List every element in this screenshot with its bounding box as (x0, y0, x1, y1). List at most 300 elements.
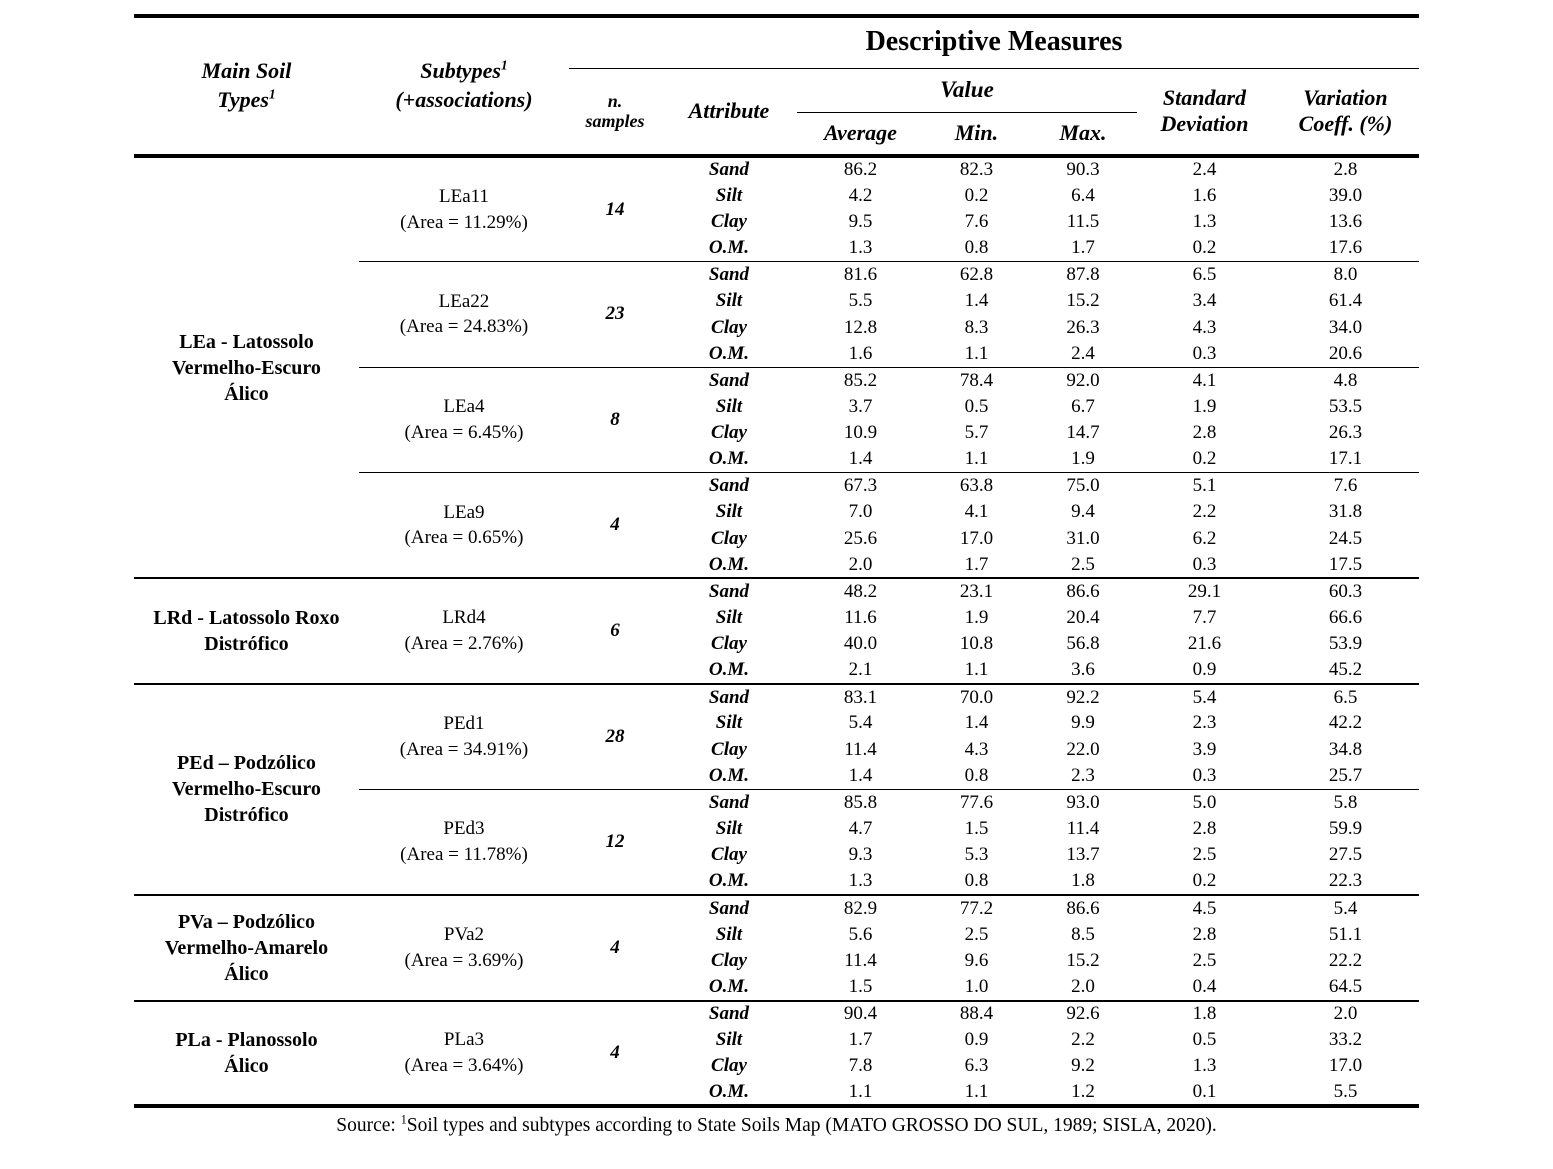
std-deviation-cell: 4.1 (1137, 367, 1272, 393)
main-soil-type-cell (134, 578, 359, 684)
std-deviation-cell: 2.2 (1192, 501, 1217, 523)
main-soil-type-cell (134, 684, 359, 895)
variation-coeff-cell: 5.4 (1272, 895, 1419, 921)
std-deviation-cell: 4.3 (1192, 316, 1217, 338)
average-cell: 4.2 (848, 184, 873, 206)
max-cell: 93.0 (1029, 789, 1137, 815)
variation-coeff-cell: 25.7 (1328, 764, 1363, 786)
variation-coeff-cell: 34.0 (1328, 316, 1363, 338)
attribute-cell: Clay (711, 422, 747, 444)
max-cell: 6.4 (1071, 184, 1095, 206)
min-cell: 0.8 (964, 237, 989, 259)
average-cell: 5.5 (848, 290, 873, 312)
std-deviation-cell: 21.6 (1187, 633, 1222, 655)
n-samples-cell: 4 (569, 895, 661, 1001)
std-deviation-cell: 6.5 (1137, 262, 1272, 288)
std-deviation-cell: 2.4 (1137, 156, 1272, 182)
source-label: Source: (336, 1115, 401, 1137)
min-cell: 0.5 (964, 395, 989, 417)
max-cell: 20.4 (1066, 606, 1100, 628)
max-cell: 13.7 (1066, 844, 1100, 866)
subtype-area: (Area = 34.91%) (399, 738, 529, 760)
min-cell: 62.8 (924, 262, 1029, 288)
attribute-row (134, 895, 1419, 921)
footnote-marker: 1 (500, 58, 508, 74)
average-cell: 1.1 (848, 1080, 873, 1102)
footnote-marker: 1 (268, 86, 276, 102)
max-cell: 87.8 (1029, 262, 1137, 288)
attribute-cell: O.M. (708, 553, 750, 575)
subtype-cell (359, 895, 569, 1001)
n-samples-cell: 28 (569, 684, 661, 790)
attribute-row (134, 1001, 1419, 1027)
variation-coeff-cell: 13.6 (1328, 210, 1363, 232)
attribute-cell: Silt (715, 290, 743, 312)
attribute-cell: Clay (711, 844, 747, 866)
subtype-name: PEd1 (443, 713, 485, 735)
main-soil-type-line: Vermelho-Escuro (172, 778, 321, 801)
average-cell: 85.2 (797, 367, 924, 393)
average-cell: 85.8 (797, 789, 924, 815)
variation-coeff-cell: 20.6 (1328, 342, 1363, 364)
max-cell: 3.6 (1071, 659, 1095, 681)
subtype-area: (Area = 2.76%) (404, 633, 524, 655)
main-soil-type-cell (134, 895, 359, 1001)
variation-coeff-cell: 66.6 (1328, 606, 1363, 628)
min-cell: 0.8 (964, 764, 989, 786)
std-deviation-cell: 0.5 (1192, 1029, 1217, 1051)
std-deviation-cell: 4.5 (1137, 895, 1272, 921)
col-header-attribute: Attribute (661, 68, 797, 156)
min-cell: 70.0 (924, 684, 1029, 710)
min-cell: 0.8 (964, 870, 989, 892)
max-cell: 92.2 (1029, 684, 1137, 710)
col-header-n-samples (569, 68, 661, 156)
average-cell: 48.2 (797, 578, 924, 604)
min-cell: 1.0 (964, 975, 989, 997)
variation-coeff-cell: 22.2 (1328, 949, 1363, 971)
subtype-cell (359, 578, 569, 684)
attribute-cell: O.M. (708, 237, 750, 259)
min-cell: 17.0 (959, 527, 994, 549)
col-header-variation-coeff (1272, 68, 1419, 156)
max-cell: 2.4 (1071, 342, 1095, 364)
max-cell: 92.6 (1029, 1001, 1137, 1027)
average-cell: 11.4 (844, 738, 877, 760)
average-cell: 86.2 (797, 156, 924, 182)
variation-coeff-cell: 17.6 (1328, 237, 1363, 259)
max-cell: 1.7 (1071, 237, 1095, 259)
average-cell: 90.4 (797, 1001, 924, 1027)
max-cell: 9.9 (1071, 712, 1095, 734)
max-cell: 26.3 (1066, 316, 1100, 338)
min-cell: 77.6 (924, 789, 1029, 815)
max-cell: 1.2 (1071, 1080, 1095, 1102)
std-deviation-cell: 5.0 (1137, 789, 1272, 815)
max-cell: 8.5 (1071, 923, 1095, 945)
variation-coeff-cell: 45.2 (1328, 659, 1363, 681)
average-cell: 40.0 (843, 633, 878, 655)
subtype-area: (Area = 24.83%) (399, 316, 529, 338)
average-cell: 82.9 (797, 895, 924, 921)
min-cell: 63.8 (924, 473, 1029, 499)
std-deviation-cell: 0.3 (1192, 764, 1217, 786)
std-deviation-cell: 2.3 (1192, 712, 1217, 734)
subtype-name: LEa4 (443, 396, 485, 418)
main-soil-type-cell (134, 1001, 359, 1107)
std-deviation-cell: 7.7 (1192, 606, 1217, 628)
main-soil-type-line: PVa – Podzólico (177, 910, 315, 933)
std-deviation-cell: 0.2 (1192, 870, 1217, 892)
average-cell: 4.7 (848, 817, 873, 839)
std-deviation-cell: 1.3 (1192, 1055, 1217, 1077)
header-line: Types$^1$ (217, 86, 276, 112)
attribute-cell: Clay (711, 210, 747, 232)
std-deviation-cell: 2.8 (1192, 817, 1217, 839)
col-header-main-soil-types (134, 16, 359, 156)
main-soil-type-cell (134, 156, 359, 578)
variation-coeff-cell: 2.8 (1272, 156, 1419, 182)
max-cell: 90.3 (1029, 156, 1137, 182)
min-cell: 1.5 (964, 817, 989, 839)
std-deviation-cell: 2.5 (1192, 844, 1217, 866)
min-cell: 9.6 (964, 949, 989, 971)
variation-coeff-cell: 17.1 (1328, 448, 1363, 470)
min-cell: 4.1 (964, 501, 989, 523)
main-soil-type-line: LRd - Latossolo Roxo (153, 607, 340, 630)
average-cell: 2.1 (848, 659, 873, 681)
min-cell: 1.4 (964, 712, 989, 734)
min-cell: 1.1 (964, 1080, 989, 1102)
average-cell: 1.3 (848, 870, 873, 892)
n-samples-cell: 14 (569, 156, 661, 262)
attribute-cell: O.M. (708, 659, 750, 681)
subtype-area: (Area = 11.29%) (400, 211, 528, 233)
subtype-name: PEd3 (443, 818, 485, 840)
max-cell: 2.0 (1071, 975, 1095, 997)
average-cell: 12.8 (843, 316, 878, 338)
main-soil-type-line: Álico (224, 962, 269, 985)
min-cell: 1.1 (964, 342, 989, 364)
attribute-cell: O.M. (708, 448, 750, 470)
attribute-cell: Silt (715, 817, 743, 839)
n-samples-cell: 23 (569, 262, 661, 368)
header-line: Subtypes$^1$ (420, 58, 508, 84)
subtype-name: LEa9 (443, 501, 485, 523)
average-cell: 7.8 (848, 1055, 873, 1077)
max-cell: 11.5 (1066, 210, 1100, 232)
max-cell: 75.0 (1029, 473, 1137, 499)
std-deviation-cell: 3.4 (1192, 290, 1217, 312)
average-cell: 9.5 (848, 210, 873, 232)
header-line: Coeff. (%) (1298, 111, 1393, 137)
min-cell: 4.3 (964, 738, 989, 760)
std-deviation-cell: 2.8 (1192, 422, 1217, 444)
attribute-row (134, 684, 1419, 710)
average-cell: 1.4 (848, 448, 873, 470)
max-cell: 2.3 (1071, 764, 1095, 786)
average-cell: 1.3 (848, 237, 873, 259)
attribute-cell: O.M. (708, 764, 750, 786)
attribute-cell: Clay (711, 527, 747, 549)
attribute-cell: Silt (715, 712, 743, 734)
max-cell: 86.6 (1029, 895, 1137, 921)
max-cell: 31.0 (1066, 527, 1100, 549)
attribute-cell: Silt (715, 606, 743, 628)
average-cell: 1.4 (848, 764, 873, 786)
main-soil-type-line: Distrófico (204, 804, 289, 827)
col-header-average: Average (797, 112, 924, 156)
subtype-cell (359, 789, 569, 895)
variation-coeff-cell: 26.3 (1328, 422, 1363, 444)
variation-coeff-cell: 17.0 (1328, 1055, 1363, 1077)
col-header-value: Value (797, 68, 1137, 112)
attribute-cell: O.M. (708, 870, 750, 892)
average-cell: 5.4 (848, 712, 873, 734)
average-cell: 7.0 (848, 501, 873, 523)
min-cell: 23.1 (924, 578, 1029, 604)
subtype-area: (Area = 6.45%) (404, 421, 524, 443)
subtype-name: LEa11 (438, 185, 489, 207)
min-cell: 5.7 (964, 422, 989, 444)
max-cell: 2.5 (1071, 553, 1095, 575)
attribute-cell: O.M. (708, 342, 750, 364)
max-cell: 15.2 (1066, 290, 1100, 312)
attribute-cell: Clay (711, 738, 747, 760)
average-cell: 9.3 (848, 844, 873, 866)
subtype-area: (Area = 0.65%) (404, 527, 524, 549)
variation-coeff-cell: 27.5 (1328, 844, 1363, 866)
attribute-cell: Silt (715, 923, 743, 945)
header-line: Standard (1162, 84, 1247, 110)
min-cell: 0.9 (964, 1029, 989, 1051)
variation-coeff-cell: 53.5 (1328, 395, 1363, 417)
attribute-cell: Silt (715, 1029, 743, 1051)
max-cell: 56.8 (1066, 633, 1100, 655)
average-cell: 3.7 (848, 395, 873, 417)
attribute-cell: Silt (715, 395, 743, 417)
average-cell: 11.6 (844, 606, 877, 628)
variation-coeff-cell: 59.9 (1328, 817, 1363, 839)
attribute-cell: Sand (661, 1001, 797, 1027)
source-note (134, 1112, 1419, 1137)
std-deviation-cell: 0.9 (1192, 659, 1217, 681)
std-deviation-cell: 29.1 (1137, 578, 1272, 604)
attribute-row (134, 156, 1419, 182)
n-samples-cell: 12 (569, 789, 661, 895)
min-cell: 10.8 (959, 633, 994, 655)
variation-coeff-cell: 17.5 (1328, 553, 1363, 575)
attribute-cell: Sand (661, 367, 797, 393)
variation-coeff-cell: 6.5 (1272, 684, 1419, 710)
subtype-cell (359, 684, 569, 790)
max-cell: 2.2 (1071, 1029, 1095, 1051)
main-soil-type-line: Vermelho-Amarelo (164, 936, 329, 959)
std-deviation-cell: 6.2 (1192, 527, 1217, 549)
std-deviation-cell: 0.3 (1192, 553, 1217, 575)
min-cell: 6.3 (964, 1055, 989, 1077)
footnote-marker: 1 (400, 1112, 407, 1127)
max-cell: 86.6 (1029, 578, 1137, 604)
std-deviation-cell: 2.8 (1192, 923, 1217, 945)
attribute-cell: Sand (661, 684, 797, 710)
min-cell: 78.4 (924, 367, 1029, 393)
n-samples-cell: 4 (569, 473, 661, 579)
attribute-cell: Sand (661, 156, 797, 182)
min-cell: 77.2 (924, 895, 1029, 921)
header-line: Variation (1303, 84, 1388, 110)
table-body (134, 156, 1419, 1106)
average-cell: 25.6 (843, 527, 878, 549)
variation-coeff-cell: 51.1 (1328, 923, 1363, 945)
attribute-cell: Clay (711, 633, 747, 655)
min-cell: 5.3 (964, 844, 989, 866)
min-cell: 1.1 (964, 448, 989, 470)
max-cell: 1.9 (1071, 448, 1095, 470)
main-soil-type-line: Vermelho-Escuro (172, 356, 321, 379)
subtype-cell (359, 262, 569, 368)
average-cell: 81.6 (797, 262, 924, 288)
subtype-area: (Area = 3.69%) (404, 949, 524, 971)
attribute-cell: Sand (661, 895, 797, 921)
std-deviation-cell: 1.6 (1192, 184, 1217, 206)
max-cell: 92.0 (1029, 367, 1137, 393)
average-cell: 1.5 (848, 975, 873, 997)
n-samples-cell: 6 (569, 578, 661, 684)
max-cell: 11.4 (1066, 817, 1100, 839)
variation-coeff-cell: 24.5 (1328, 527, 1363, 549)
std-deviation-cell: 2.5 (1192, 949, 1217, 971)
min-cell: 88.4 (924, 1001, 1029, 1027)
variation-coeff-cell: 31.8 (1328, 501, 1363, 523)
average-cell: 67.3 (797, 473, 924, 499)
col-header-min: Min. (924, 112, 1029, 156)
attribute-cell: Silt (715, 184, 743, 206)
variation-coeff-cell: 7.6 (1272, 473, 1419, 499)
min-cell: 1.4 (964, 290, 989, 312)
soil-descriptive-measures-table (134, 14, 1419, 1108)
min-cell: 1.1 (964, 659, 989, 681)
attribute-cell: Sand (661, 578, 797, 604)
average-cell: 2.0 (848, 553, 873, 575)
attribute-row (134, 578, 1419, 604)
attribute-cell: Clay (711, 949, 747, 971)
min-cell: 0.2 (964, 184, 989, 206)
std-deviation-cell: 0.3 (1192, 342, 1217, 364)
attribute-cell: Clay (711, 316, 747, 338)
std-deviation-cell: 0.1 (1192, 1080, 1217, 1102)
variation-coeff-cell: 2.0 (1272, 1001, 1419, 1027)
col-header-max: Max. (1029, 112, 1137, 156)
variation-coeff-cell: 34.8 (1328, 738, 1363, 760)
min-cell: 2.5 (964, 923, 989, 945)
variation-coeff-cell: 60.3 (1272, 578, 1419, 604)
header-line: Deviation (1160, 111, 1249, 137)
std-deviation-cell: 0.2 (1192, 448, 1217, 470)
average-cell: 11.4 (844, 949, 877, 971)
variation-coeff-cell: 64.5 (1328, 975, 1363, 997)
n-samples-cell: 8 (569, 367, 661, 473)
col-header-descriptive-measures: Descriptive Measures (569, 16, 1419, 68)
table-header (134, 16, 1419, 156)
subtype-name: PLa3 (443, 1029, 485, 1051)
subtype-name: LRd4 (442, 607, 486, 629)
max-cell: 9.2 (1071, 1055, 1095, 1077)
main-soil-type-line: LEa - Latossolo (179, 330, 314, 353)
variation-coeff-cell: 42.2 (1328, 712, 1363, 734)
variation-coeff-cell: 39.0 (1328, 184, 1363, 206)
main-soil-type-line: PLa - Planossolo (175, 1028, 318, 1051)
max-cell: 6.7 (1071, 395, 1095, 417)
min-cell: 1.7 (964, 553, 989, 575)
std-deviation-cell: 1.3 (1192, 210, 1217, 232)
max-cell: 22.0 (1066, 738, 1100, 760)
variation-coeff-cell: 33.2 (1328, 1029, 1363, 1051)
subtype-area: (Area = 3.64%) (404, 1054, 524, 1076)
std-deviation-cell: 3.9 (1192, 738, 1217, 760)
std-deviation-cell: 5.4 (1137, 684, 1272, 710)
attribute-cell: Sand (661, 473, 797, 499)
variation-coeff-cell: 53.9 (1328, 633, 1363, 655)
main-soil-type-line: Distrófico (204, 633, 289, 656)
main-soil-type-line: PEd – Podzólico (177, 752, 316, 775)
min-cell: 7.6 (964, 210, 989, 232)
subtype-cell (359, 473, 569, 579)
std-deviation-cell: 1.9 (1192, 395, 1217, 417)
average-cell: 1.6 (848, 342, 873, 364)
attribute-cell: Clay (711, 1055, 747, 1077)
main-soil-type-line: Álico (224, 1054, 269, 1077)
average-cell: 83.1 (797, 684, 924, 710)
variation-coeff-cell: 4.8 (1272, 367, 1419, 393)
variation-coeff-cell: 5.5 (1333, 1080, 1358, 1102)
subtype-name: PVa2 (443, 924, 485, 946)
subtype-cell (359, 367, 569, 473)
attribute-cell: O.M. (708, 1080, 750, 1102)
subtype-area: (Area = 11.78%) (400, 843, 528, 865)
header-line: samples (585, 111, 645, 132)
header-line: n. (607, 90, 623, 111)
source-text: Soil types and subtypes according to State Soils Map (MATO GROSSO DO SUL, 1989; SISLA, 2020). (406, 1115, 1217, 1137)
max-cell: 9.4 (1071, 501, 1095, 523)
n-samples-cell: 4 (569, 1001, 661, 1107)
subtype-cell (359, 156, 569, 262)
std-deviation-cell: 5.1 (1137, 473, 1272, 499)
max-cell: 15.2 (1066, 949, 1100, 971)
variation-coeff-cell: 5.8 (1272, 789, 1419, 815)
header-line: (+associations) (395, 87, 533, 112)
max-cell: 14.7 (1066, 422, 1100, 444)
min-cell: 8.3 (964, 316, 989, 338)
attribute-cell: Silt (715, 501, 743, 523)
std-deviation-cell: 0.4 (1192, 975, 1217, 997)
average-cell: 1.7 (848, 1029, 873, 1051)
variation-coeff-cell: 22.3 (1328, 870, 1363, 892)
main-soil-type-line: Álico (224, 382, 269, 405)
variation-coeff-cell: 61.4 (1328, 290, 1363, 312)
min-cell: 82.3 (924, 156, 1029, 182)
variation-coeff-cell: 8.0 (1272, 262, 1419, 288)
col-header-subtypes (359, 16, 569, 156)
std-deviation-cell: 0.2 (1192, 237, 1217, 259)
header-line: Main Soil (201, 58, 292, 84)
average-cell: 10.9 (843, 422, 878, 444)
min-cell: 1.9 (964, 606, 989, 628)
subtype-cell (359, 1001, 569, 1107)
subtype-name: LEa22 (438, 290, 490, 312)
attribute-cell: Sand (661, 262, 797, 288)
average-cell: 5.6 (848, 923, 873, 945)
